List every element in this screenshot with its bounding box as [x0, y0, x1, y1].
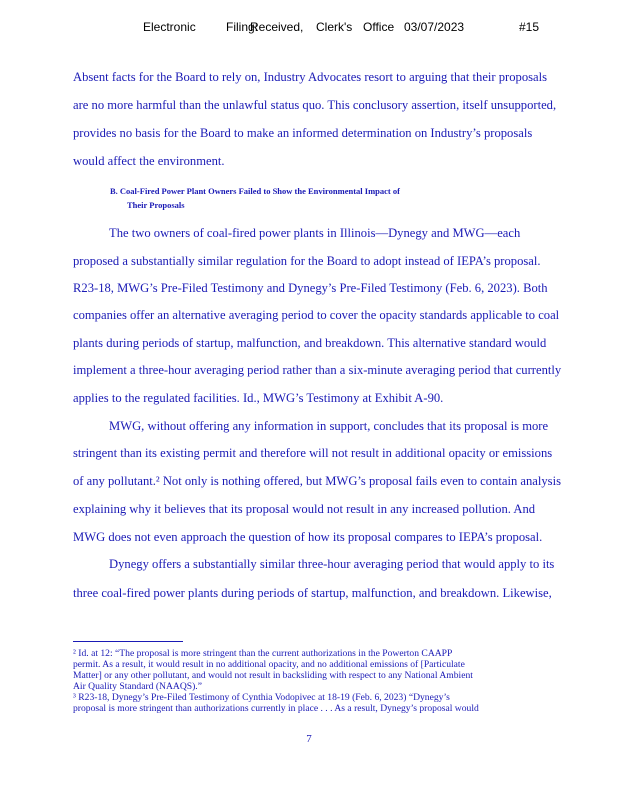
paragraph-line: of any pollutant.² Not only is nothing offered, but MWG’s proposal fails even to contain analysis: [73, 474, 561, 488]
paragraph-line: companies offer an alternative averaging period to cover the opacity standards applicable to coal: [73, 308, 560, 322]
paragraph-line: are no more harmful than the unlawful status quo. This conclusory assertion, itself unsupported,: [73, 98, 557, 112]
paragraph-line: MWG, without offering any information in support, concludes that its proposal is more: [109, 419, 549, 433]
footnote-rule: [73, 641, 183, 642]
paragraph-line: proposed a substantially similar regulation for the Board to adopt instead of IEPA’s proposal.: [73, 254, 541, 268]
page-number: 7: [306, 733, 312, 745]
header-filing: Filing:: [226, 20, 259, 34]
section-heading: B. Coal-Fired Power Plant Owners Failed to Show the Environmental Impact of: [110, 186, 400, 196]
paragraph-line: would affect the environment.: [73, 154, 225, 168]
paragraph-line: Dynegy offers a substantially similar three-hour averaging period that would apply to its: [109, 557, 555, 571]
header-received: Received,: [250, 20, 304, 34]
footnote-line: ² Id. at 12: “The proposal is more stringent than the current authorizations in the Powerton CAAPP: [73, 648, 453, 659]
header-date: 03/07/2023: [404, 20, 465, 34]
paragraph-line: three coal-fired power plants during periods of startup, malfunction, and breakdown. Likewise,: [73, 586, 552, 600]
header-clerks: Clerk's: [316, 20, 353, 34]
footnote-line: Matter] or any other pollutant, and would not result in backsliding with respect to any National Ambient: [73, 670, 473, 681]
paragraph-line: provides no basis for the Board to make an informed determination on Industry’s proposals: [73, 126, 533, 140]
paragraph-line: Absent facts for the Board to rely on, Industry Advocates resort to arguing that their proposals: [73, 70, 548, 84]
paragraph-line: The two owners of coal-fired power plants in Illinois—Dynegy and MWG—each: [109, 226, 521, 240]
header-number: #15: [519, 20, 540, 34]
paragraph-line: implement a three-hour averaging period rather than a six-minute averaging period that currently: [73, 363, 562, 377]
footnote-line: proposal is more stringent than authorizations currently in place . . . As a result, Dynegy’s proposal would: [73, 703, 479, 714]
paragraph-line: R23-18, MWG’s Pre-Filed Testimony and Dynegy’s Pre-Filed Testimony (Feb. 6, 2023). Both: [73, 281, 548, 295]
paragraph-line: explaining why it believes that its proposal would not result in any increased pollution. And: [73, 502, 536, 516]
paragraph-line: plants during periods of startup, malfunction, and breakdown. This alternative standard would: [73, 336, 547, 350]
footnote-line: permit. As a result, it would result in no additional opacity, and no additional emissions of [Particulate: [73, 659, 465, 670]
footnote-line: ³ R23-18, Dynegy’s Pre-Filed Testimony of Cynthia Vodopivec at 18-19 (Feb. 6, 2023) “Dynegy’s: [73, 692, 450, 703]
paragraph-line: MWG does not even approach the question of how its proposal compares to IEPA’s proposal.: [73, 530, 543, 544]
header-office: Office: [363, 20, 395, 34]
footnote-line: Air Quality Standard (NAAQS).”: [73, 681, 202, 692]
header-electronic: Electronic: [143, 20, 196, 34]
paragraph-line: applies to the regulated facilities. Id., MWG’s Testimony at Exhibit A-90.: [73, 391, 444, 405]
paragraph-line: stringent than its existing permit and therefore will not result in additional opacity or emissions: [73, 446, 553, 460]
section-heading-cont: Their Proposals: [127, 200, 185, 210]
